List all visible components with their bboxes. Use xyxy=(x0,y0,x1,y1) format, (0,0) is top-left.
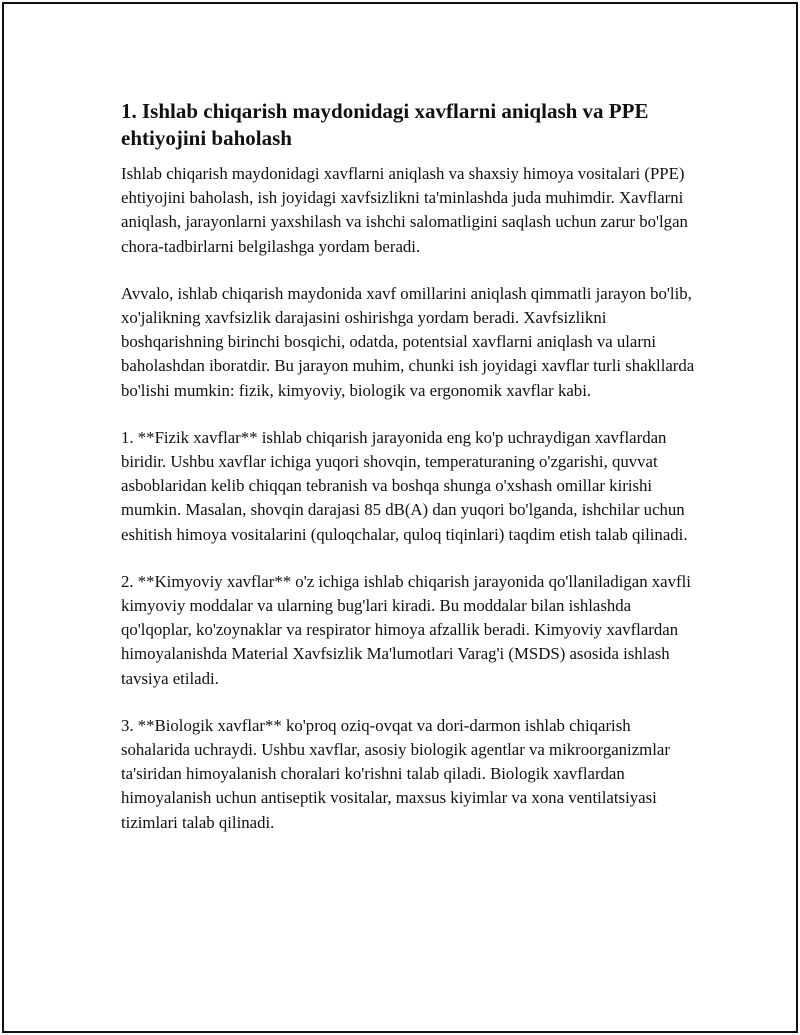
document-body xyxy=(121,98,696,858)
paragraph-biological-hazards: 3. **Biologik xavflar** ko'proq oziq-ovqat va dori-darmon ishlab chiqarish sohalarida uchraydi. Ushbu xavflar, asosiy biologik agentlar va mikroorganizmlar ta'siridan himoyalanish choralari ko'rishni talab qiladi. Biologik xavflardan himoyalanish uchun antiseptik vositalar, maxsus kiyimlar va xona ventilatsiyasi tizimlari talab qilinadi. xyxy=(121,715,670,832)
paragraph-intro: Ishlab chiqarish maydonidagi xavflarni aniqlash va shaxsiy himoya vositalari (PPE) ehtiyojini baholash, ish joyidagi xavfsizlikni ta'minlashda juda muhimdir. Xavflarni aniqlash, jarayonlarni yaxshilash va ishchi salomatligini saqlash uchun zarur bo'lgan chora-tadbirlarni belgilashga yordam beradi. xyxy=(121,164,688,256)
paragraph-chemical-hazards: 2. **Kimyoviy xavflar** o'z ichiga ishlab chiqarish jarayonida qo'llaniladigan xavfli kimyoviy moddalar va ularning bug'lari kiradi. Bu moddalar bilan ishlashda qo'lqoplar, ko'zoynaklar va respirator himoya afzallik beradi. Kimyoviy xavflardan himoyalanishda Material Xavfsizlik Ma'lumotlari Varag'i (MSDS) asosida ishlash tavsiya etiladi. xyxy=(121,571,691,688)
page-frame xyxy=(2,2,798,1033)
paragraph-overview: Avvalo, ishlab chiqarish maydonida xavf omillarini aniqlash qimmatli jarayon bo'lib, xo'jalikning xavfsizlik darajasini oshirishga yordam beradi. Xavfsizlikni boshqarishning birinchi bosqichi, odatda, potentsial xavflarni aniqlash va ularni baholashdan iboratdir. Bu jarayon muhim, chunki ish joyidagi xavflar turli shakllarda bo'lishi mumkin: fizik, kimyoviy, biologik va ergonomik xavflar kabi. xyxy=(121,283,695,400)
paragraph-physical-hazards: 1. **Fizik xavflar** ishlab chiqarish jarayonida eng ko'p uchraydigan xavflardan biridir. Ushbu xavflar ichiga yuqori shovqin, temperaturaning o'zgarishi, quvvat asboblaridan kelib chiqqan tebranish va boshqa shunga o'xshash omillar kirishi mumkin. Masalan, shovqin darajasi 85 dB(A) dan yuqori bo'lganda, ishchilar uchun eshitish himoya vositalarini (quloqchalar, quloq tiqinlari) taqdim etish talab qilinadi. xyxy=(121,427,688,544)
document-title: 1. Ishlab chiqarish maydonidagi xavflarni aniqlash va PPE ehtiyojini baholash xyxy=(121,99,649,150)
